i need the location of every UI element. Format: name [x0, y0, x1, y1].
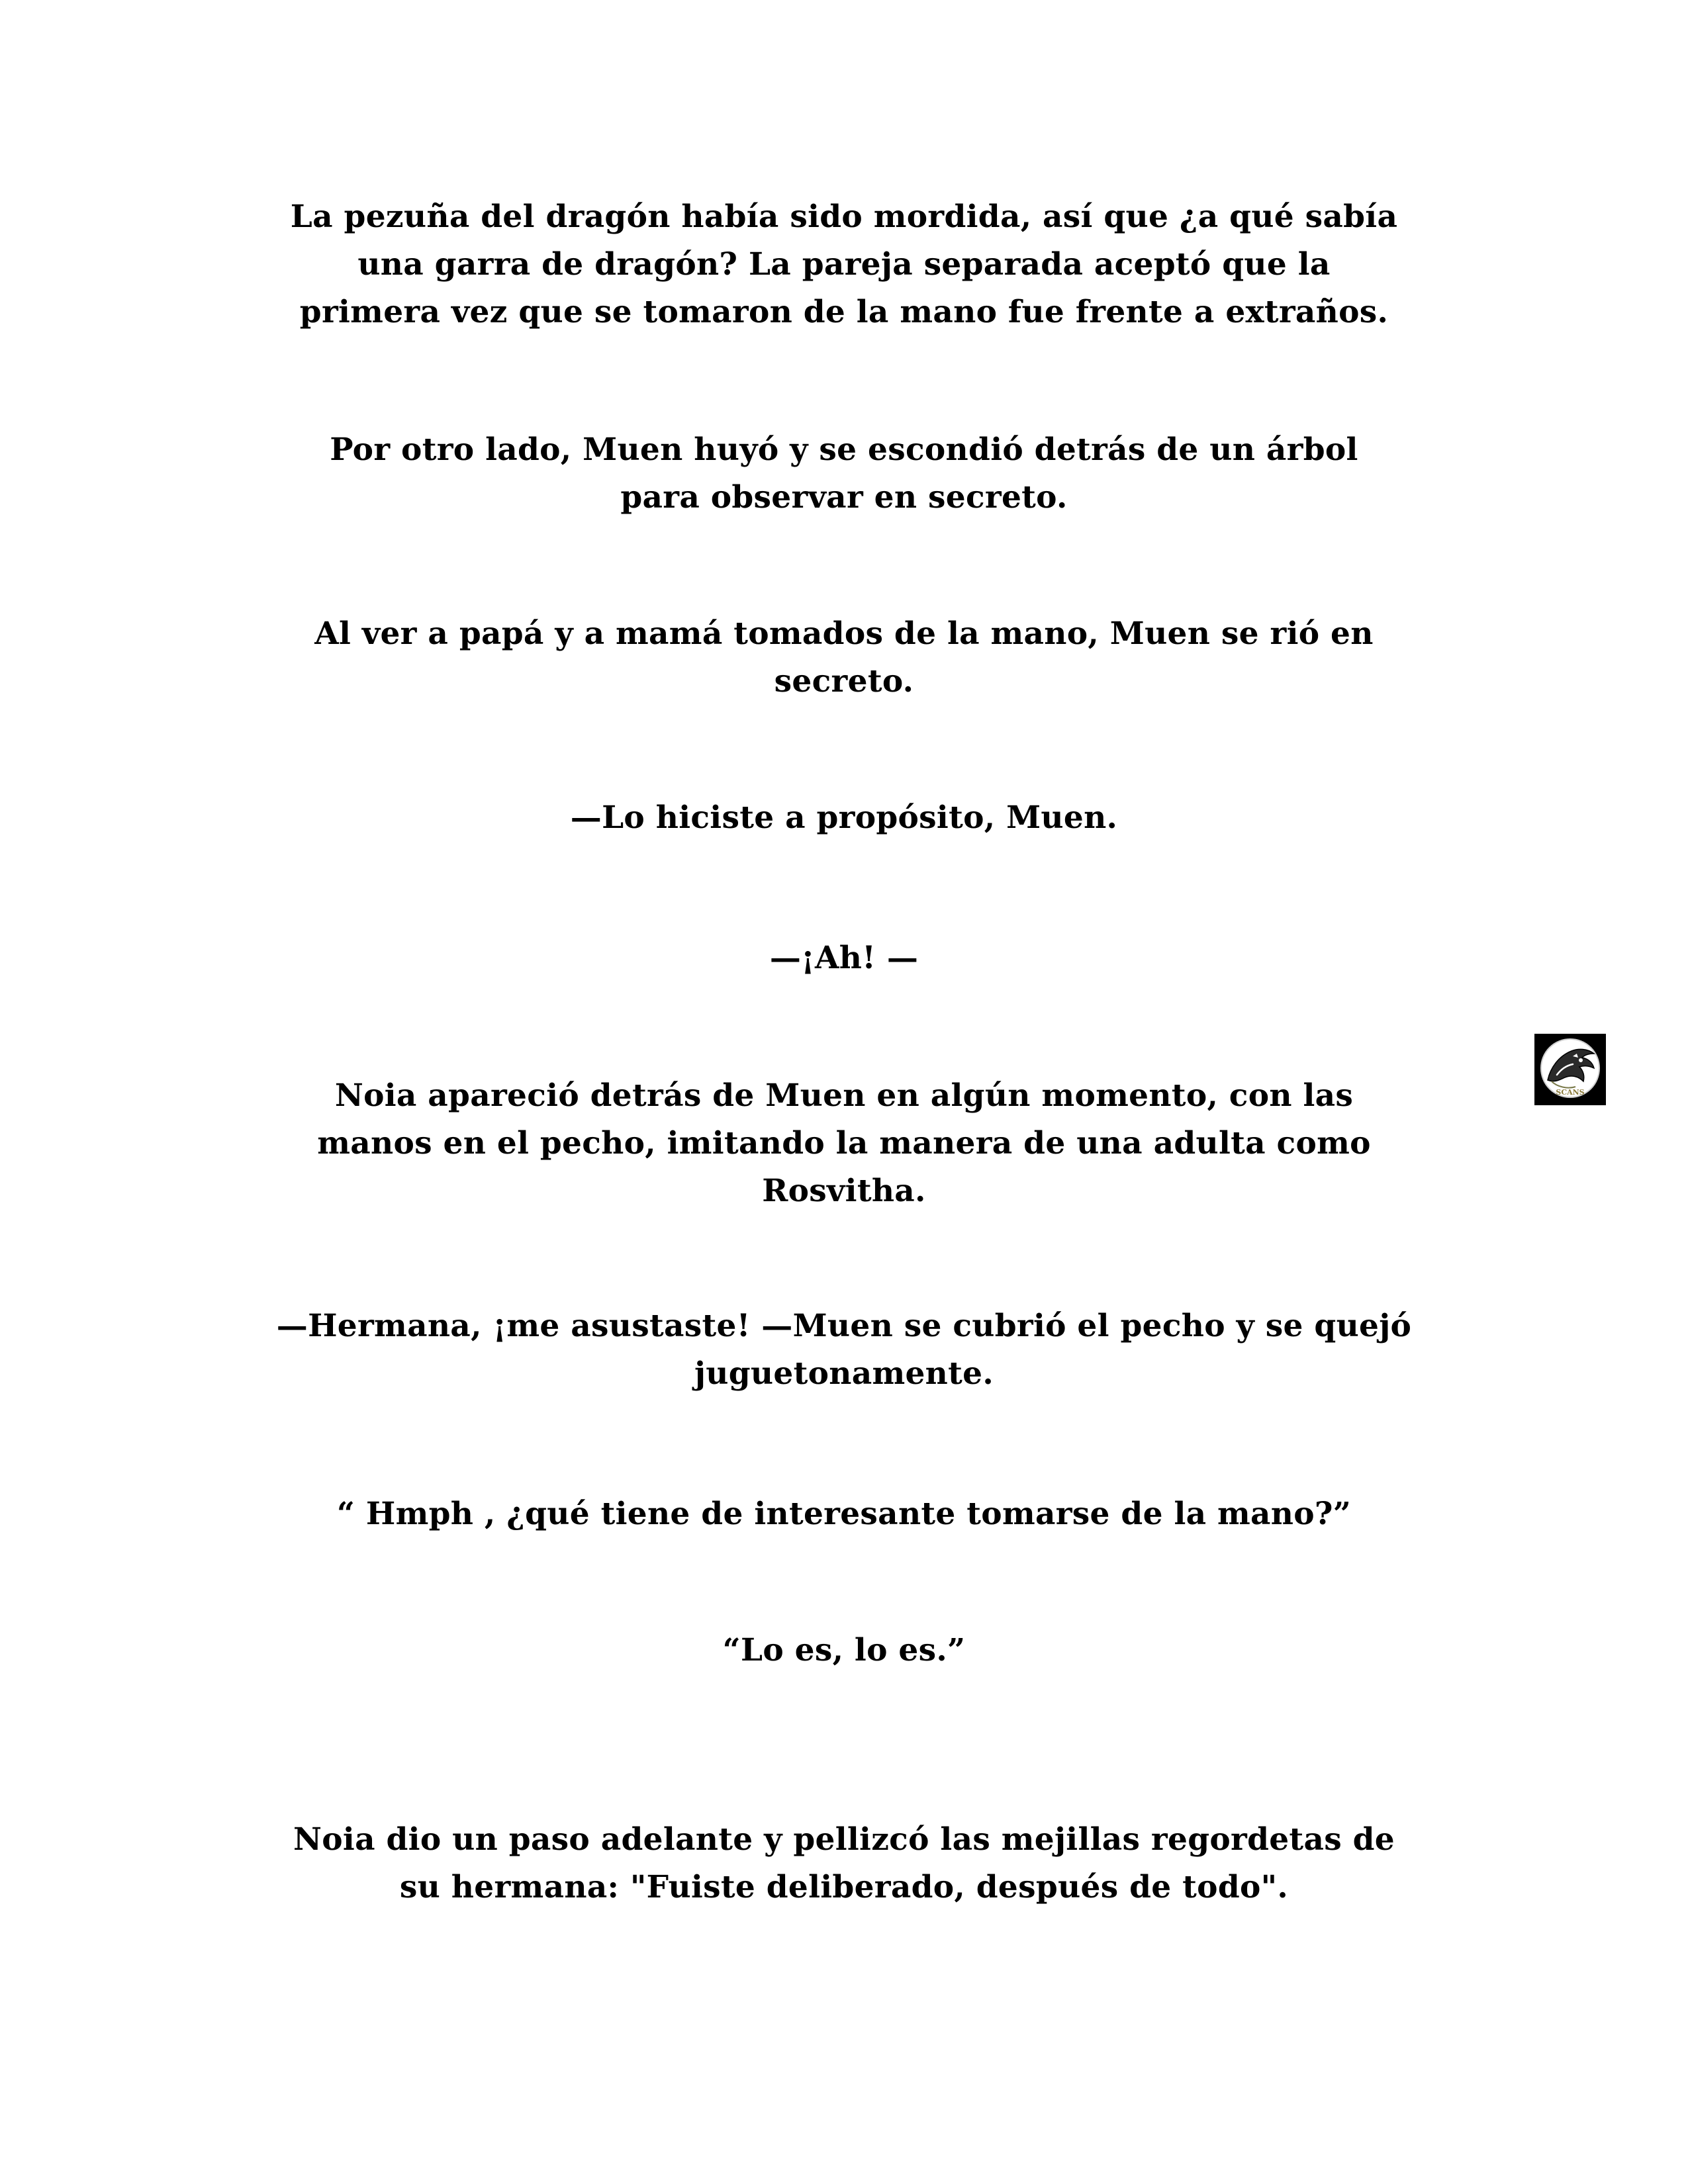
paragraph-5: —¡Ah! —: [769, 940, 919, 976]
paragraph-10: Noia dio un paso adelante y pellizcó las mejillas regordetas de su hermana: "Fuiste deliberado, después de todo".: [293, 1821, 1395, 1905]
dragon-logo-graphic: [1534, 1034, 1606, 1105]
paragraph-8: “ Hmph , ¿qué tiene de interesante tomarse de la mano?”: [336, 1496, 1352, 1532]
paragraph-3: Al ver a papá y a mamá tomados de la mano, Muen se rió en secreto.: [314, 615, 1374, 700]
paragraph-4: —Lo hiciste a propósito, Muen.: [570, 799, 1118, 836]
paragraph-9: “Lo es, lo es.”: [722, 1632, 966, 1668]
paragraph-1: La pezuña del dragón había sido mordida, así que ¿a qué sabía una garra de dragón? La pareja separada aceptó que la primera vez que se tomaron de la mano fue frente a extraños.: [290, 199, 1398, 330]
logo-text: SCANS: [1556, 1088, 1585, 1097]
paragraph-2: Por otro lado, Muen huyó y se escondió detrás de un árbol para observar en secreto.: [330, 432, 1358, 516]
dragon-logo-icon: [1534, 1034, 1606, 1105]
paragraph-6: Noia apareció detrás de Muen en algún momento, con las manos en el pecho, imitando la manera de una adulta como Rosvitha.: [317, 1077, 1371, 1209]
paragraph-7: —Hermana, ¡me asustaste! —Muen se cubrió el pecho y se quejó juguetonamente.: [276, 1308, 1412, 1392]
